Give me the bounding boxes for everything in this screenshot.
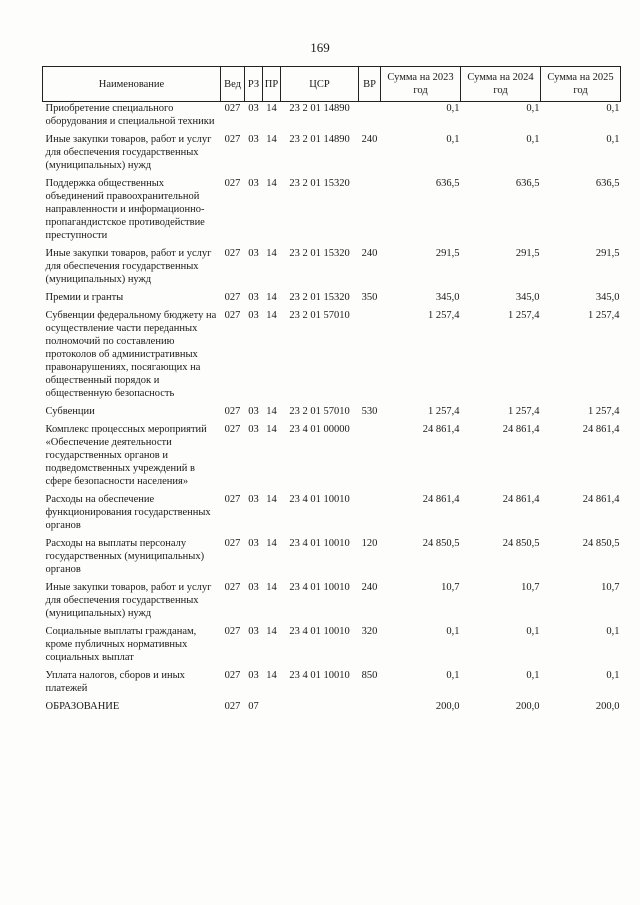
row-sum-2024: 24 861,4 — [502, 494, 540, 505]
row-csr: 23 2 01 15320 — [289, 248, 350, 259]
row-sum-2025: 24 850,5 — [582, 538, 620, 549]
row-ved: 027 — [224, 292, 241, 303]
table-row — [43, 102, 621, 134]
table-row — [43, 309, 621, 405]
row-name: ОБРАЗОВАНИЕ — [45, 701, 120, 712]
row-sum-2025: 0,1 — [606, 670, 620, 681]
row-sum-2023: 1 257,4 — [428, 406, 460, 417]
row-pr: 14 — [266, 582, 277, 593]
row-sum-2024: 1 257,4 — [508, 310, 540, 321]
row-sum-2024: 200,0 — [515, 701, 540, 712]
row-name: Поддержка общественных объединений правоохранительной направленности и информационно-пропагандистское противодействие преступности — [45, 178, 205, 241]
row-csr: 23 2 01 57010 — [289, 310, 350, 321]
table-row — [43, 423, 621, 493]
row-pr: 14 — [266, 134, 277, 145]
header-sum-2024: Сумма на 2024 год — [461, 67, 541, 102]
row-rz: 03 — [248, 248, 259, 259]
table-row — [43, 700, 621, 718]
row-ved: 027 — [224, 424, 241, 435]
row-csr: 23 4 01 10010 — [289, 538, 350, 549]
row-pr: 14 — [266, 494, 277, 505]
row-sum-2024: 24 850,5 — [502, 538, 540, 549]
row-sum-2023: 345,0 — [435, 292, 460, 303]
row-sum-2023: 200,0 — [435, 701, 460, 712]
row-sum-2025: 0,1 — [606, 103, 620, 114]
header-sum-2023: Сумма на 2023 год — [381, 67, 461, 102]
row-ved: 027 — [224, 134, 241, 145]
row-vr — [359, 102, 381, 134]
row-ved: 027 — [224, 626, 241, 637]
table-row — [43, 493, 621, 537]
row-sum-2025: 1 257,4 — [588, 310, 620, 321]
row-sum-2025: 200,0 — [595, 701, 620, 712]
row-csr: 23 2 01 15320 — [289, 178, 350, 189]
table-row — [43, 537, 621, 581]
row-vr: 850 — [361, 670, 378, 681]
table-row — [43, 405, 621, 423]
row-csr: 23 4 01 00000 — [289, 424, 350, 435]
row-sum-2024: 24 861,4 — [502, 424, 540, 435]
row-vr: 320 — [361, 626, 378, 637]
row-sum-2024: 10,7 — [521, 582, 540, 593]
budget-table — [42, 66, 621, 718]
row-pr: 14 — [266, 292, 277, 303]
row-rz: 03 — [248, 670, 259, 681]
row-rz: 03 — [248, 103, 259, 114]
row-ved: 027 — [224, 103, 241, 114]
row-sum-2025: 10,7 — [601, 582, 620, 593]
row-ved: 027 — [224, 670, 241, 681]
table-row — [43, 625, 621, 669]
row-name: Субвенции федеральному бюджету на осуществление части переданных полномочий по составлению протоколов об административных правонарушениях, посягающих на общественный порядок и общественную безопасность — [45, 310, 217, 399]
header-pr: ПР — [263, 67, 281, 102]
row-rz: 03 — [248, 310, 259, 321]
row-sum-2023: 24 850,5 — [422, 538, 460, 549]
row-sum-2023: 291,5 — [435, 248, 460, 259]
row-rz: 03 — [248, 134, 259, 145]
row-name: Иные закупки товаров, работ и услуг для обеспечения государственных (муниципальных) нужд — [45, 134, 212, 171]
row-rz: 03 — [248, 424, 259, 435]
row-pr: 14 — [266, 670, 277, 681]
row-rz: 03 — [248, 178, 259, 189]
row-sum-2024: 0,1 — [526, 103, 540, 114]
row-name: Иные закупки товаров, работ и услуг для обеспечения государственных (муниципальных) нужд — [45, 582, 212, 619]
row-sum-2025: 345,0 — [595, 292, 620, 303]
row-csr: 23 2 01 15320 — [289, 292, 350, 303]
table-row — [43, 247, 621, 291]
row-vr — [359, 423, 381, 493]
row-rz: 03 — [248, 538, 259, 549]
row-ved: 027 — [224, 406, 241, 417]
row-sum-2023: 24 861,4 — [422, 494, 460, 505]
row-vr — [359, 309, 381, 405]
row-ved: 027 — [224, 538, 241, 549]
table-row — [43, 581, 621, 625]
row-sum-2025: 636,5 — [595, 178, 620, 189]
row-name: Приобретение специального оборудования и специальной техники — [45, 103, 215, 127]
row-vr — [359, 700, 381, 718]
header-ved: Вед — [221, 67, 245, 102]
row-csr: 23 4 01 10010 — [289, 582, 350, 593]
row-pr: 14 — [266, 103, 277, 114]
row-name: Расходы на обеспечение функционирования государственных органов — [45, 494, 211, 531]
table-row — [43, 291, 621, 309]
row-sum-2025: 24 861,4 — [582, 424, 620, 435]
header-rz: РЗ — [245, 67, 263, 102]
table-row — [43, 133, 621, 177]
header-vr: ВР — [359, 67, 381, 102]
row-csr: 23 2 01 14890 — [289, 134, 350, 145]
row-sum-2025: 24 861,4 — [582, 494, 620, 505]
row-sum-2023: 0,1 — [446, 670, 460, 681]
row-name: Уплата налогов, сборов и иных платежей — [45, 670, 185, 694]
row-sum-2023: 24 861,4 — [422, 424, 460, 435]
row-ved: 027 — [224, 248, 241, 259]
row-sum-2023: 10,7 — [441, 582, 460, 593]
row-rz: 03 — [248, 494, 259, 505]
row-sum-2023: 0,1 — [446, 134, 460, 145]
table-header-row — [43, 67, 621, 102]
row-ved: 027 — [224, 582, 241, 593]
row-sum-2023: 0,1 — [446, 103, 460, 114]
row-vr: 120 — [361, 538, 378, 549]
row-csr: 23 2 01 57010 — [289, 406, 350, 417]
row-name: Премии и гранты — [45, 292, 124, 303]
row-csr: 23 4 01 10010 — [289, 494, 350, 505]
row-sum-2024: 345,0 — [515, 292, 540, 303]
row-pr: 14 — [266, 424, 277, 435]
row-pr: 14 — [266, 310, 277, 321]
row-vr: 240 — [361, 582, 378, 593]
row-sum-2025: 0,1 — [606, 626, 620, 637]
row-ved: 027 — [224, 494, 241, 505]
row-sum-2024: 1 257,4 — [508, 406, 540, 417]
row-sum-2024: 291,5 — [515, 248, 540, 259]
row-pr: 14 — [266, 178, 277, 189]
row-sum-2024: 0,1 — [526, 670, 540, 681]
row-csr — [281, 700, 359, 718]
row-vr — [359, 177, 381, 247]
header-name: Наименование — [43, 67, 221, 102]
row-sum-2025: 291,5 — [595, 248, 620, 259]
row-name: Иные закупки товаров, работ и услуг для обеспечения государственных (муниципальных) нужд — [45, 248, 212, 285]
header-csr: ЦСР — [281, 67, 359, 102]
row-sum-2023: 1 257,4 — [428, 310, 460, 321]
row-sum-2024: 0,1 — [526, 626, 540, 637]
row-name: Расходы на выплаты персоналу государственных (муниципальных) органов — [45, 538, 205, 575]
row-name: Комплекс процессных мероприятий «Обеспечение деятельности государственных органов и подведомственных учреждений в сфере безопасности населения» — [45, 424, 207, 487]
row-csr: 23 4 01 10010 — [289, 626, 350, 637]
row-sum-2024: 0,1 — [526, 134, 540, 145]
row-vr: 240 — [361, 248, 378, 259]
table-row — [43, 177, 621, 247]
row-csr: 23 2 01 14890 — [289, 103, 350, 114]
row-sum-2025: 0,1 — [606, 134, 620, 145]
row-ved: 027 — [224, 310, 241, 321]
row-pr: 14 — [266, 626, 277, 637]
row-vr: 530 — [361, 406, 378, 417]
row-pr — [263, 700, 281, 718]
row-pr: 14 — [266, 248, 277, 259]
header-sum-2025: Сумма на 2025 год — [541, 67, 621, 102]
row-sum-2023: 0,1 — [446, 626, 460, 637]
row-rz: 03 — [248, 582, 259, 593]
row-sum-2023: 636,5 — [435, 178, 460, 189]
page-number: 169 — [310, 40, 330, 55]
row-vr: 350 — [361, 292, 378, 303]
row-ved: 027 — [224, 178, 241, 189]
row-csr: 23 4 01 10010 — [289, 670, 350, 681]
row-pr: 14 — [266, 406, 277, 417]
row-sum-2024: 636,5 — [515, 178, 540, 189]
row-rz: 07 — [248, 701, 259, 712]
table-row — [43, 669, 621, 700]
row-rz: 03 — [248, 292, 259, 303]
row-pr: 14 — [266, 538, 277, 549]
row-rz: 03 — [248, 626, 259, 637]
row-vr: 240 — [361, 134, 378, 145]
row-sum-2025: 1 257,4 — [588, 406, 620, 417]
row-name: Субвенции — [45, 406, 95, 417]
row-rz: 03 — [248, 406, 259, 417]
row-ved: 027 — [224, 701, 241, 712]
row-vr — [359, 493, 381, 537]
row-name: Социальные выплаты гражданам, кроме публичных нормативных социальных выплат — [45, 626, 197, 663]
